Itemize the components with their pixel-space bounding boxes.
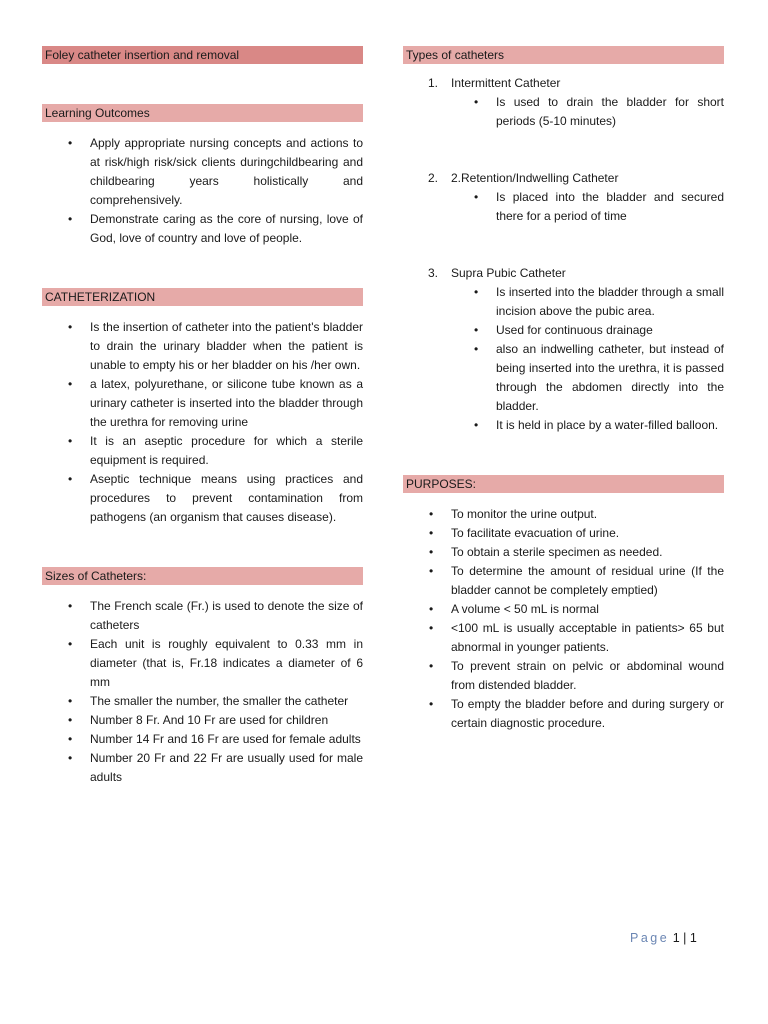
list-item-text: a latex, polyurethane, or silicone tube known as a urinary catheter is inserted into the bladder through the urethra for removing urine [90,377,363,429]
bullet-icon: • [429,545,434,559]
list-item-text: To monitor the urine output. [451,507,598,521]
list-item-text: Aseptic technique means using practices and procedures to prevent contamination from pathogens (an organism that causes disease). [90,472,363,524]
list-item [42,470,363,527]
detail-text: also an indwelling catheter, but instead of being inserted into the urethra, it is passed through the abdomen directly into the bladder. [496,342,724,413]
list-item-text: Number 20 Fr and 22 Fr are usually used for male adults [90,751,363,784]
catheter-type-item [403,264,724,283]
list-item-text: To determine the amount of residual urine (If the bladder cannot be completely emptied) [451,564,724,597]
detail-item [403,321,724,340]
list-item-text: To facilitate evacuation of urine. [451,526,620,540]
detail-text: Is inserted into the bladder through a small incision above the pubic area. [496,285,724,318]
list-item-text: Number 8 Fr. And 10 Fr are used for children [90,713,329,727]
catheter-type-details [403,188,724,226]
bullet-icon: • [429,564,434,578]
bullet-icon: • [429,659,434,673]
detail-item [403,416,724,435]
purposes-list [403,505,724,733]
catheter-type-details [403,93,724,131]
list-item [403,524,724,543]
catheter-type-item [403,74,724,93]
catheterization-list [42,318,363,527]
catheter-type-details [403,283,724,435]
bullet-icon: • [68,320,73,334]
bullet-icon: • [68,212,73,226]
bullet-icon: • [68,713,73,727]
detail-item [403,283,724,321]
bullet-icon: • [429,602,434,616]
list-item [403,543,724,562]
list-item-text: <100 mL is usually acceptable in patients> 65 but abnormal in younger patients. [451,621,724,654]
list-item [42,318,363,375]
sizes-list [42,597,363,787]
catheter-type-item [403,169,724,188]
list-item [42,597,363,635]
catheter-type-label: Intermittent Catheter [451,76,561,90]
bullet-icon: • [68,694,73,708]
learning-outcomes-list [42,134,363,248]
list-item [42,749,363,787]
bullet-icon: • [474,95,479,109]
page-current: 1 [672,931,680,945]
list-item-text: To empty the bladder before and during surgery or certain diagnostic procedure. [451,697,724,730]
bullet-icon: • [68,434,73,448]
bullet-icon: • [474,190,479,204]
list-item-text: Is the insertion of catheter into the patient's bladder to drain the urinary bladder when the patient is unable to empty his or her bladder on his /her own. [90,320,363,372]
list-item [403,600,724,619]
bullet-icon: • [474,418,479,432]
list-item [42,692,363,711]
detail-item [403,188,724,226]
bullet-icon: • [429,507,434,521]
list-item [42,210,363,248]
purposes-heading: PURPOSES: [403,475,724,493]
list-item [403,695,724,733]
bullet-icon: • [474,342,479,356]
detail-text: Is placed into the bladder and secured there for a period of time [496,190,724,223]
list-item [403,505,724,524]
list-item [42,375,363,432]
detail-text: It is held in place by a water-filled balloon. [496,418,719,432]
bullet-icon: • [474,285,479,299]
bullet-icon: • [474,323,479,337]
sizes-heading: Sizes of Catheters: [42,567,363,585]
list-item-text: The smaller the number, the smaller the catheter [90,694,349,708]
page-separator: | [683,931,687,945]
bullet-icon: • [68,377,73,391]
list-item [42,635,363,692]
list-item [42,134,363,210]
list-item [403,562,724,600]
page-total: 1 [689,931,697,945]
bullet-icon: • [68,599,73,613]
types-list [403,74,724,435]
bullet-icon: • [429,621,434,635]
list-item [403,657,724,695]
types-heading: Types of catheters [403,46,724,64]
catheter-type-number: 1. [428,76,439,90]
list-item [42,730,363,749]
left-column [42,46,363,787]
page-word: Page [630,931,670,945]
bullet-icon: • [68,751,73,765]
list-item-text: Demonstrate caring as the core of nursing, love of God, love of country and love of people. [90,212,363,245]
bullet-icon: • [429,697,434,711]
list-item-text: To prevent strain on pelvic or abdominal wound from distended bladder. [451,659,724,692]
list-item-text: It is an aseptic procedure for which a sterile equipment is required. [90,434,363,467]
list-item [403,619,724,657]
bullet-icon: • [68,472,73,486]
catheterization-heading: CATHETERIZATION [42,288,363,306]
detail-text: Used for continuous drainage [496,323,653,337]
learning-outcomes-heading: Learning Outcomes [42,104,363,122]
detail-text: Is used to drain the bladder for short periods (5-10 minutes) [496,95,724,128]
catheter-type-label: 2.Retention/Indwelling Catheter [451,171,619,185]
detail-item [403,93,724,131]
list-item-text: Each unit is roughly equivalent to 0.33 mm in diameter (that is, Fr.18 indicates a diameter of 6 mm [90,637,363,689]
list-item-text: Number 14 Fr and 16 Fr are used for female adults [90,732,361,746]
list-item-text: The French scale (Fr.) is used to denote the size of catheters [90,599,363,632]
right-column [403,46,724,733]
page-footer [630,931,697,945]
list-item-text: A volume < 50 mL is normal [451,602,599,616]
list-item [42,432,363,470]
list-item [42,711,363,730]
catheter-type-number: 2. [428,171,439,185]
catheter-type-number: 3. [428,266,439,280]
bullet-icon: • [68,637,73,651]
bullet-icon: • [429,526,434,540]
bullet-icon: • [68,732,73,746]
list-item-text: Apply appropriate nursing concepts and actions to at risk/high risk/sick clients duringchildbearing and childbearing years holistically and comprehensively. [90,136,363,207]
list-item-text: To obtain a sterile specimen as needed. [451,545,663,559]
detail-item [403,340,724,416]
catheter-type-label: Supra Pubic Catheter [451,266,566,280]
bullet-icon: • [68,136,73,150]
document-title: Foley catheter insertion and removal [42,46,363,64]
